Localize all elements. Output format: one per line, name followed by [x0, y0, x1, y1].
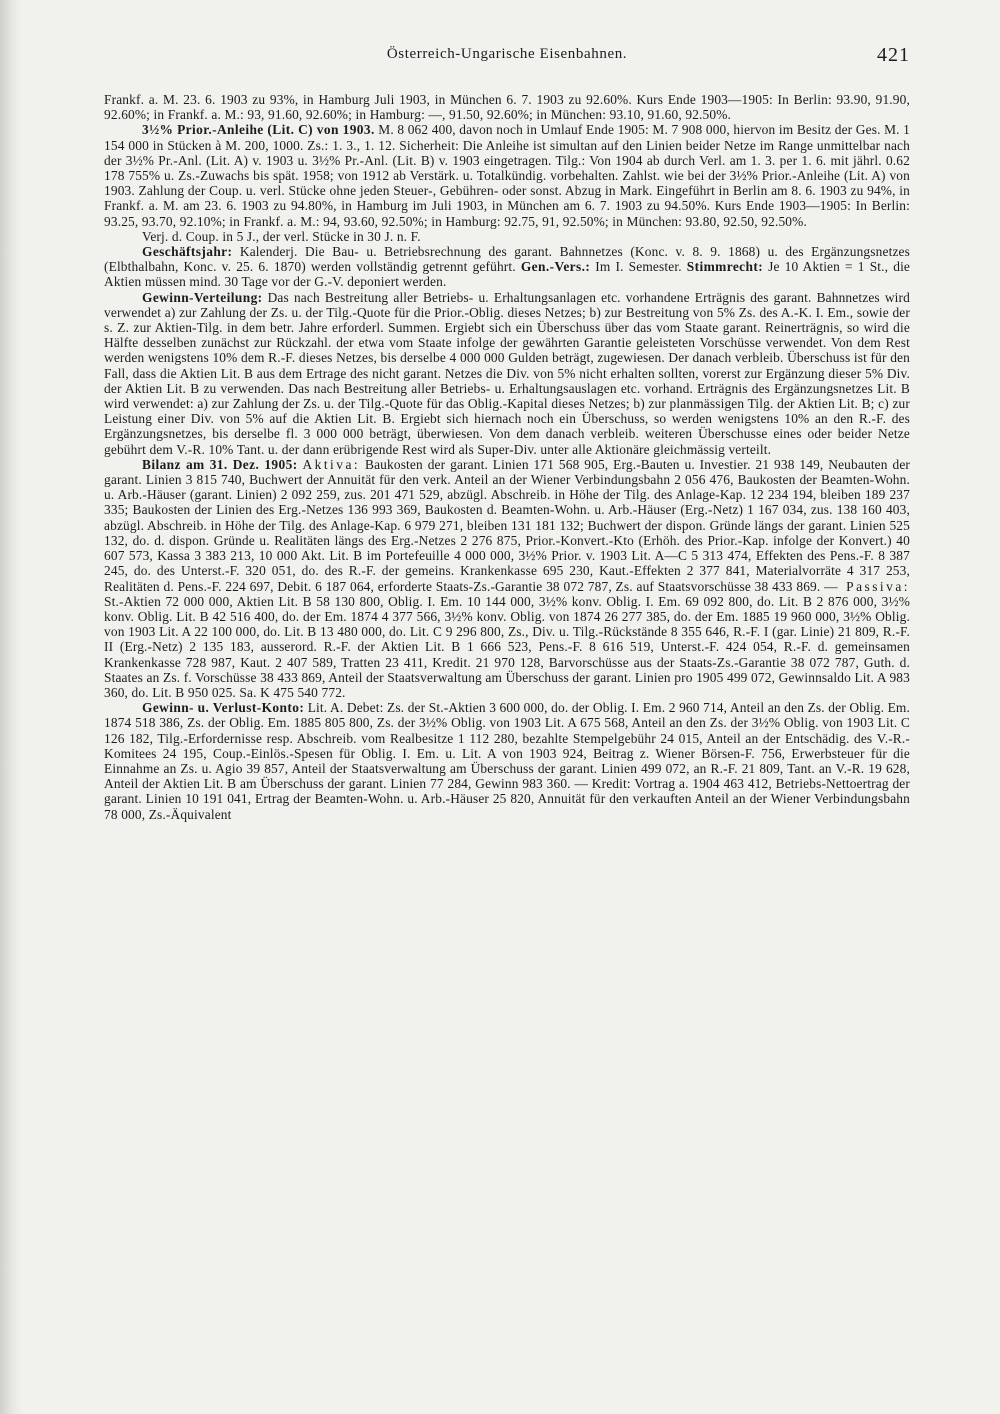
section-heading: Bilanz am 31. Dez. 1905:: [142, 456, 298, 472]
section-heading: Gen.-Vers.:: [520, 259, 591, 275]
paragraph-gewinn-verteilung: Gewinn-Verteilung: Das nach Bestreitung aller Betriebs- u. Erhaltungsanlagen etc. vorhandene Erträgnis des garant. Bahnnetzes wird verwendet a) zur Zahlung der Zs. u. der Tilg.-Quote für die Prior.-Oblig. dieses Netzes; b) zur Bestreitung von 5% Zs. des A.-K. I. Em., sowie der s. Z. zur Aktien-Tilg. in dem betr. Jahre erforderl. Summen. Ergiebt sich ein Überschuss über das vom Staate garant. Reinerträgnis, so wird die Hälfte desselben zunächst zur Rückzahl. der etwa vom Staate infolge der gewährten Garantie geleisteten Vorschüsse verwendet. Von dem Rest werden wenigstens 10% dem R.-F. dieses Netzes, bis derselbe 4 000 000 Gulden beträgt, zugewiesen. Der danach verbleib. Überschuss ist für den Fall, dass die Aktien Lit. B aus dem Ertrage des nicht garant. Netzes die Div. von 5% nicht erhalten sollten, vorerst zur Ergänzung dieser 5% Div. der Aktien Lit. B zu verwenden. Das nach Bestreitung aller Betriebs- u. Erhaltungsauslagen etc. vorhand. Erträgnis des Ergänzungsnetzes Lit. B wird verwendet: a) zur Zahlung der Zs. u. der Tilg.-Quote für das Oblig.-Kapital dieses Netzes; b) zur planmässigen Tilg. der Aktien Lit. B; c) zur Leistung einer Div. von 5% auf die Aktien Lit. B. Ergiebt sich hiernach noch ein Überschuss, so werden wenigstens 10% an den R.-F. des Ergänzungsnetzes, bis derselbe fl. 3 000 000 beträgt, überwiesen. Von dem danach verbleib. weiteren Überschusse eines oder beider Netze gebührt dem V.-R. 10% Tant. u. der dann erübrigende Rest wird als Super-Div. unter alle Aktionäre gleichmässig verteilt.: [104, 289, 911, 457]
section-heading: 3½% Prior.-Anleihe (Lit. C) von 1903.: [142, 122, 375, 138]
paragraph-verjaehrung: Verj. d. Coup. in 5 J., der verl. Stücke in 30 J. n. F.: [142, 228, 421, 244]
paragraph-prior-anleihe-lit-c: 3½% Prior.-Anleihe (Lit. C) von 1903. M. 8 062 400, davon noch in Umlauf Ende 1905: M. 7 908 000, hiervon im Besitz der Ges. M. 1 154 000 in Stücken à M. 200, 1000. Zs.: 1. 3., 1. 12. Sicherheit: Die Anleihe ist simultan auf den Linien beider Netze im Range unmittelbar nach der 3½% Pr.-Anl. (Lit. A) v. 1903 u. 3½% Pr.-Anl. (Lit. B) v. 1903 eingetragen. Tilg.: Von 1904 ab durch Verl. am 1. 3. per 1. 6. mit jährl. 0.62 178 755% u. Zs.-Zuwachs bis spät. 1958; von 1912 ab Verstärk. u. Totalkündig. vorbehalten. Zahlst. wie bei der 3½% Prior.-Anleihe (Lit. A) von 1903. Zahlung der Coup. u. verl. Stücke ohne jeden Steuer-, Gebühren- oder sonst. Abzug in Mark. Eingeführt in Berlin am 8. 6. 1903 zu 94%, in Frankf. a. M. am 23. 6. 1903 zu 94.80%, in Hamburg im Juli 1903, in München am 6. 7. 1903 zu 94.50%. Kurs Ende 1903—1905: In Berlin: 93.25, 93.70, 92.10%; in Frankf. a. M.: 94, 93.60, 92.50%; in Hamburg: 92.75, 91, 92.50%; in München: 93.80, 92.50, 92.50%.: [104, 122, 910, 229]
section-heading: Gewinn-Verteilung:: [142, 289, 263, 305]
binding-edge: [0, 0, 22, 1414]
paragraph-munich-kurs: Frankf. a. M. 23. 6. 1903 zu 93%, in Hamburg Juli 1903, in München 6. 7. 1903 zu 92.60%. Kurs Ende 1903—1905: In Berlin: 93.90, 91.90, 92.60%; in Frankf. a. M.: 93, 91.60, 92.60%; in Hamburg: —, 91.50, 92.60%; in München: 93.10, 91.60, 92.50%.: [104, 92, 910, 123]
section-heading: Geschäftsjahr:: [142, 244, 233, 260]
page-header: [104, 46, 910, 72]
paragraph-gewinn-verlust-konto: Gewinn- u. Verlust-Konto: Lit. A. Debet: Zs. der St.-Aktien 3 600 000, do. der Oblig. I. Em. 2 960 714, Anteil an den Zs. der Oblig. Em. 1874 518 386, Zs. der Oblig. Em. 1885 805 800, Zs. der 3½% Oblig. von 1903 Lit. A 675 568, Anteil an den Zs. der 3½% Oblig. von 1903 Lit. C 126 182, Tilg.-Erfordernisse resp. Abschreib. vom Realbesitze 1 112 280, bezahlte Stempelgebühr 24 015, Anteil an der Entschädig. des V.-R.-Komitees 24 195, Coup.-Einlös.-Spesen für Oblig. I. Em. u. Lit. A von 1903 924, Beitrag z. Wiener Börsen-F. 756, Erwerbsteuer für die Einnahme an Zs. u. Agio 39 857, Anteil der Staatsverwaltung am Überschuss der garant. Linien 499 072, an R.-F. 21 809, Tant. an V.-R. 19 628, Anteil der Aktien Lit. B am Überschuss der garant. Linien 77 284, Gewinn 983 360. — Kredit: Vortrag a. 1904 463 412, Betriebs-Nettoertrag der garant. Linien 10 191 041, Ertrag der Beamten-Wohn. u. Arb.-Häuser 25 820, Annuität für den verkauften Anteil an der Wiener Verbindungsbahn 78 000, Zs.-Äquivalent: [104, 700, 910, 822]
running-title: Österreich-Ungarische Eisenbahnen.: [386, 46, 628, 62]
section-heading: Gewinn- u. Verlust-Konto:: [142, 700, 305, 716]
section-heading: Stimmrecht:: [686, 259, 764, 275]
page-number: 421: [877, 44, 910, 66]
aktiva-label: Aktiva:: [302, 456, 361, 472]
paragraph-bilanz: Bilanz am 31. Dez. 1905: Aktiva: Baukosten der garant. Linien 171 568 905, Erg.-Bauten u. Investier. 21 938 149, Neubauten der garant. Linien 3 815 740, Buchwert der Annuität für den verk. Anteil an der Wiener Verbindungsbahn 2 056 476, Baukosten der Beamten-Wohn. u. Arb.-Häuser (garant. Linien) 2 092 259, zus. 201 471 529, abzügl. Abschreib. in Höhe der Tilg. des Anlage-Kap. 12 234 194, bleiben 189 237 335; Baukosten der Linien des Erg.-Netzes 136 993 369, Baukosten d. Beamten-Wohn. u. Arb.-Häuser (Erg.-Netz) 1 167 034, zus. 138 160 403, abzügl. Abschreib. in Höhe der Tilg. des Anlage-Kap. 6 979 271, bleiben 131 181 132; Buchwert der dispon. Gründe längs der garant. Linien 525 132, do. d. dispon. Gründe u. Realitäten längs des Erg.-Netzes 2 276 875, Prior.-Konvert.-Kto (Erhöh. des Prior.-Kap. infolge der Konvert.) 40 607 573, Kassa 3 383 213, 10 000 Akt. Lit. B im Portefeuille 4 000 000, 3½% Prior. v. 1903 Lit. A—C 5 313 474, Effekten des Pens.-F. 8 387 245, do. des Unterst.-F. 320 051, do. des R.-F. der gemeins. Krankenkasse 695 230, Kaut.-Effekten 2 377 841, Materialvorräte 4 317 253, Realitäten d. Pens.-F. 224 697, Debit. 6 187 064, erforderte Staats-Zs.-Garantie 38 072 787, Zs. auf Staatsvorschüsse 38 433 869. — Passiva: St.-Aktien 72 000 000, Aktien Lit. B 58 130 800, Oblig. I. Em. 10 144 000, 3½% konv. Oblig. I. Em. 69 092 800, do. Lit. B 2 876 000, 3½% konv. Oblig. Lit. B 42 516 400, do. der Em. 1874 4 377 566, 3½% konv. Oblig. von 1874 26 277 385, do. der Em. 1885 19 960 000, 3½% Oblig. von 1903 Lit. A 22 100 000, do. Lit. B 13 480 000, do. Lit. C 9 296 800, Zs., Div. u. Tilg.-Rückstände 8 355 646, R.-F. I (gar. Linie) 21 809, R.-F. II (Erg.-Netz) 2 135 183, ausserord. R.-F. der Aktien Lit. B 1 666 523, Pens.-F. 8 616 519, Unterst.-F. 424 054, R.-F. d. gemeinsamen Krankenkasse 728 987, Kaut. 2 407 589, Tratten 23 411, Kredit. 21 970 128, Barvorschüsse aus der Staats-Zs.-Garantie 38 072 787, Guth. d. Staates an Zs. f. Vorschüsse 38 433 869, Anteil der Staatsverwaltung am Überschuss der garant. Linien pro 1905 499 072, Gewinnsaldo Lit. A 983 360, do. Lit. B 950 025. Sa. K 475 540 772.: [104, 456, 911, 700]
paragraph-geschaeftsjahr: Geschäftsjahr: Kalenderj. Die Bau- u. Betriebsrechnung des garant. Bahnnetzes (Konc. v. 8. 9. 1868) u. des Ergänzungsnetzes (Elbthalbahn, Konc. v. 25. 6. 1870) werden vollständig getrennt geführt. Gen.-Vers.: Im I. Semester. Stimmrecht: Je 10 Aktien = 1 St., die Aktien müssen mind. 30 Tage vor der G.-V. deponiert werden.: [104, 244, 911, 290]
passiva-label: — Passiva:: [824, 578, 911, 594]
page-body: [104, 92, 910, 822]
